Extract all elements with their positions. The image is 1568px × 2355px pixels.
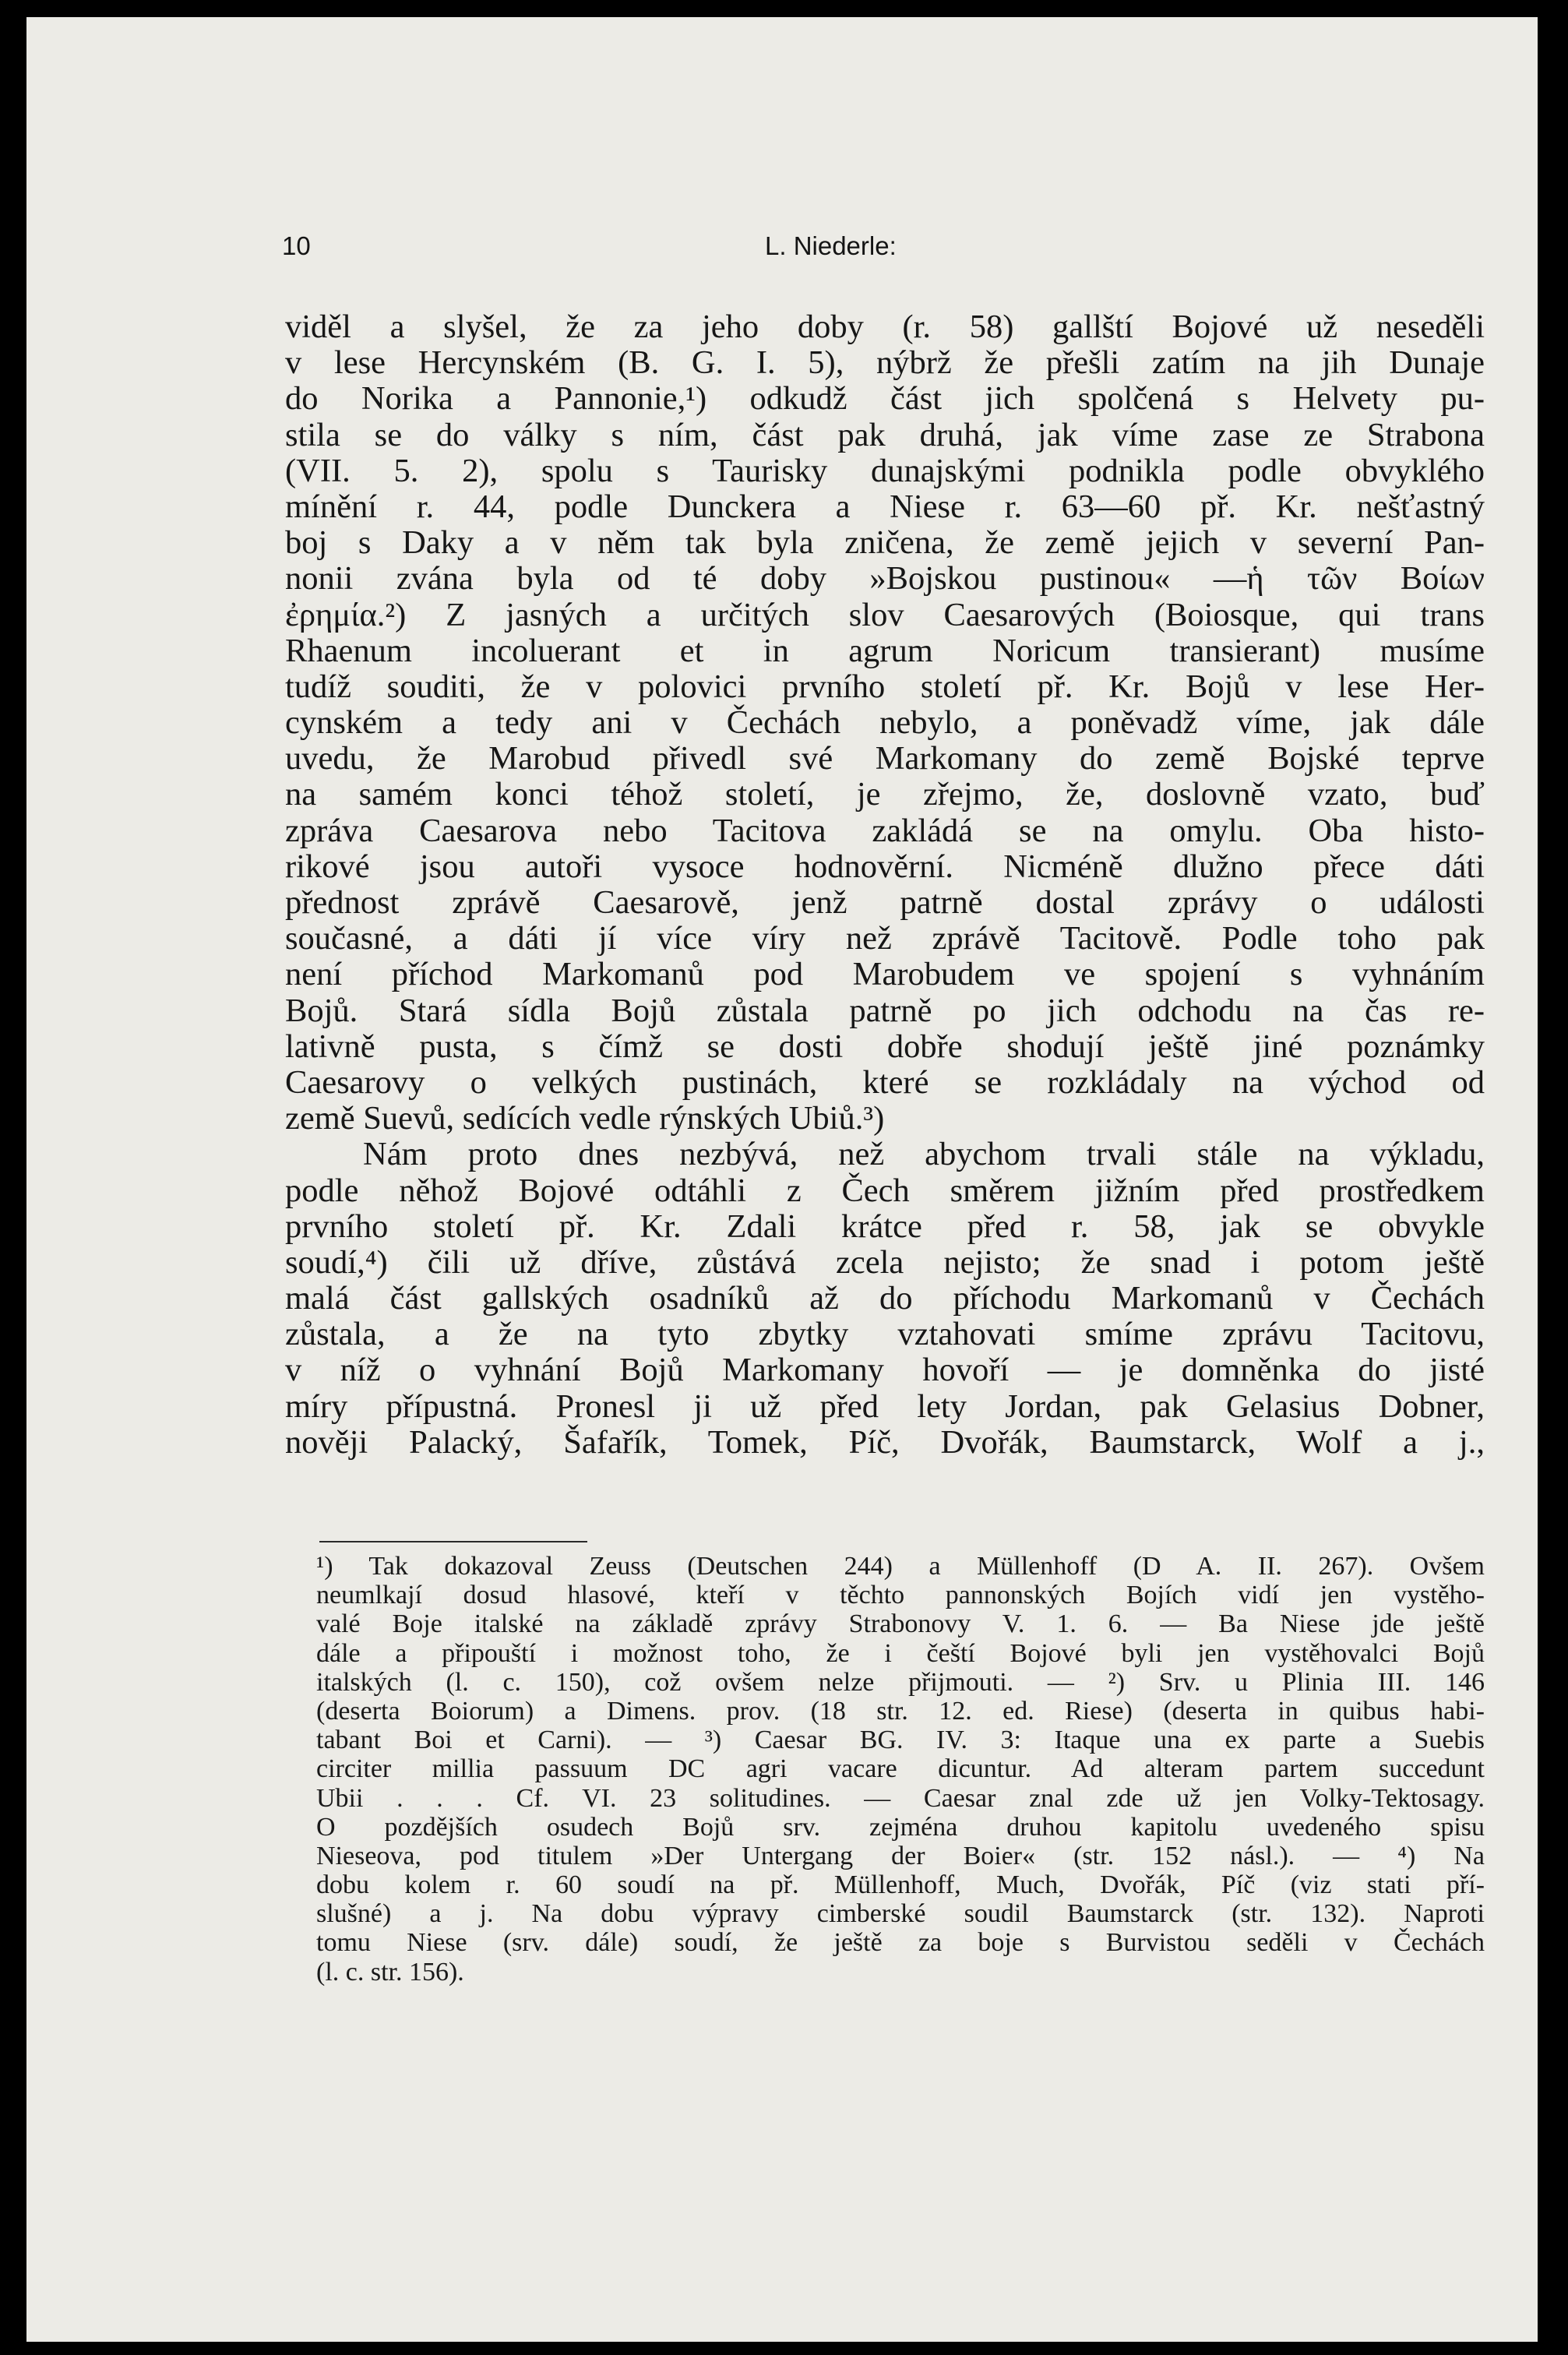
- text-line: boj s Daky a v něm tak byla zničena, že země jejich v severní Pan-: [285, 524, 1485, 562]
- footnote-line: circiter millia passuum DC agri vacare dicuntur. Ad alteram partem succedunt: [316, 1754, 1485, 1784]
- footnote-line: Ubii . . . Cf. VI. 23 solitudines. — Caesar znal zde už jen Volky-Tektosagy.: [316, 1783, 1485, 1813]
- text-line: tudíž souditi, že v polovici prvního století př. Kr. Bojů v lese Her-: [285, 668, 1485, 705]
- footnote-line: ¹) Tak dokazoval Zeuss (Deutschen 244) a Müllenhoff (D A. II. 267). Ovšem: [316, 1552, 1485, 1581]
- text-line: na samém konci téhož století, je zřejmo, že, doslovně vzato, buď: [285, 776, 1485, 813]
- text-line: ἐρημία.²) Z jasných a určitých slov Caesarových (Boiosque, qui trans: [285, 596, 1485, 633]
- footnote-line: dále a připouští i možnost toho, že i čeští Bojové byli jen vystěhovalci Bojů: [316, 1638, 1485, 1668]
- text-line: rikové jsou autoři vysoce hodnověrní. Nicméně dlužno přece dáti: [285, 848, 1485, 885]
- footnote-line: valé Boje italské na základě zprávy Strabonovy V. 1. 6. — Ba Niese jde ještě: [316, 1609, 1485, 1639]
- text-line: stila se do války s ním, část pak druhá, jak víme zase ze Strabona: [285, 416, 1485, 453]
- text-line: viděl a slyšel, že za jeho doby (r. 58) gallští Bojové už neseděli: [285, 308, 1485, 345]
- footnote-divider: [319, 1541, 587, 1542]
- main-text: [285, 309, 1485, 1461]
- text-line: Bojů. Stará sídla Bojů zůstala patrně po jich odchodu na čas re-: [285, 992, 1485, 1029]
- text-line: nověji Palacký, Šafařík, Tomek, Píč, Dvořák, Baumstarck, Wolf a j.,: [285, 1423, 1485, 1461]
- page-header: [282, 231, 1489, 278]
- footnotes: [316, 1552, 1485, 1987]
- text-line: v níž o vyhnání Bojů Markomany hovoří — je domněnka do jisté: [285, 1352, 1485, 1389]
- footnote-line: slušné) a j. Na dobu výpravy cimberské soudil Baumstarck (str. 132). Naproti: [316, 1899, 1485, 1929]
- text-line: prvního století př. Kr. Zdali krátce před r. 58, jak se obvykle: [285, 1207, 1485, 1245]
- running-head: L. Niederle:: [765, 231, 897, 260]
- footnote-line: (deserta Boiorum) a Dimens. prov. (18 str. 12. ed. Riese) (deserta in quibus habi-: [316, 1696, 1485, 1726]
- text-line: cynském a tedy ani v Čechách nebylo, a poněvadž víme, jak dále: [285, 704, 1485, 742]
- text-line: malá část gallských osadníků až do příchodu Markomanů v Čechách: [285, 1280, 1485, 1317]
- text-line: míry přípustná. Pronesl ji už před lety Jordan, pak Gelasius Dobner,: [285, 1387, 1485, 1425]
- page-number: 10: [282, 231, 311, 260]
- text-line: nonii zvána byla od té doby »Bojskou pustinou« —ἡ τῶν Βοίων: [285, 560, 1485, 598]
- footnote-line: Nieseova, pod titulem »Der Untergang der Boier« (str. 152 násl.). — ⁴) Na: [316, 1841, 1485, 1870]
- text-line: přednost zprávě Caesarově, jenž patrně dostal zprávy o události: [285, 884, 1485, 921]
- footnote-line: dobu kolem r. 60 soudí na př. Müllenhoff, Much, Dvořák, Píč (viz stati pří-: [316, 1870, 1485, 1900]
- text-line: lativně pusta, s čímž se dosti dobře shodují ještě jiné poznámky: [285, 1028, 1485, 1065]
- text-line: uvedu, že Marobud přivedl své Markomany do země Bojské teprve: [285, 740, 1485, 777]
- footnote-line: tomu Niese (srv. dále) soudí, že ještě za boje s Burvistou seděli v Čechách: [316, 1928, 1485, 1958]
- text-line: mínění r. 44, podle Dunckera a Niese r. 63—60 př. Kr. nešťastný: [285, 488, 1485, 525]
- book-page: [26, 17, 1538, 2342]
- text-line: do Norika a Pannonie,¹) odkudž část jich spolčená s Helvety pu-: [285, 380, 1485, 418]
- text-line: země Suevů, sedících vedle rýnských Ubiů.³): [285, 1100, 885, 1137]
- text-line: podle něhož Bojové odtáhli z Čech směrem jižním před prostředkem: [285, 1172, 1485, 1209]
- text-line: není příchod Markomanů pod Marobudem ve spojení s vyhnáním: [285, 956, 1485, 993]
- footnote-line: italských (l. c. 150), což ovšem nelze přijmouti. — ²) Srv. u Plinia III. 146: [316, 1667, 1485, 1697]
- text-line: Rhaenum incoluerant et in agrum Noricum transierant) musíme: [285, 632, 1485, 669]
- text-line: zůstala, a že na tyto zbytky vztahovati smíme zprávu Tacitovu,: [285, 1316, 1485, 1353]
- footnote-line: (l. c. str. 156).: [316, 1957, 464, 1987]
- footnote-line: O pozdějších osudech Bojů srv. zejména druhou kapitolu uvedeného spisu: [316, 1812, 1485, 1842]
- footnote-line: tabant Boi et Carni). — ³) Caesar BG. IV. 3: Itaque una ex parte a Suebis: [316, 1726, 1485, 1755]
- footnote-line: neumlkají dosud hlasové, kteří v těchto pannonských Bojích vidí jen vystěho-: [316, 1581, 1485, 1610]
- text-line: současné, a dáti jí více víry než zprávě Tacitově. Podle toho pak: [285, 920, 1485, 957]
- text-line: v lese Hercynském (B. G. I. 5), nýbrž že přešli zatím na jih Dunaje: [285, 344, 1485, 382]
- text-line: Nám proto dnes nezbývá, než abychom trvali stále na výkladu,: [363, 1136, 1485, 1173]
- text-line: soudí,⁴) čili už dříve, zůstává zcela nejisto; že snad i potom ještě: [285, 1243, 1485, 1281]
- text-line: zpráva Caesarova nebo Tacitova zakládá se na omylu. Oba histo-: [285, 812, 1485, 849]
- text-line: (VII. 5. 2), spolu s Taurisky dunajskými podnikla podle obvyklého: [285, 452, 1485, 489]
- text-line: Caesarovy o velkých pustinách, které se rozkládaly na východ od: [285, 1063, 1485, 1101]
